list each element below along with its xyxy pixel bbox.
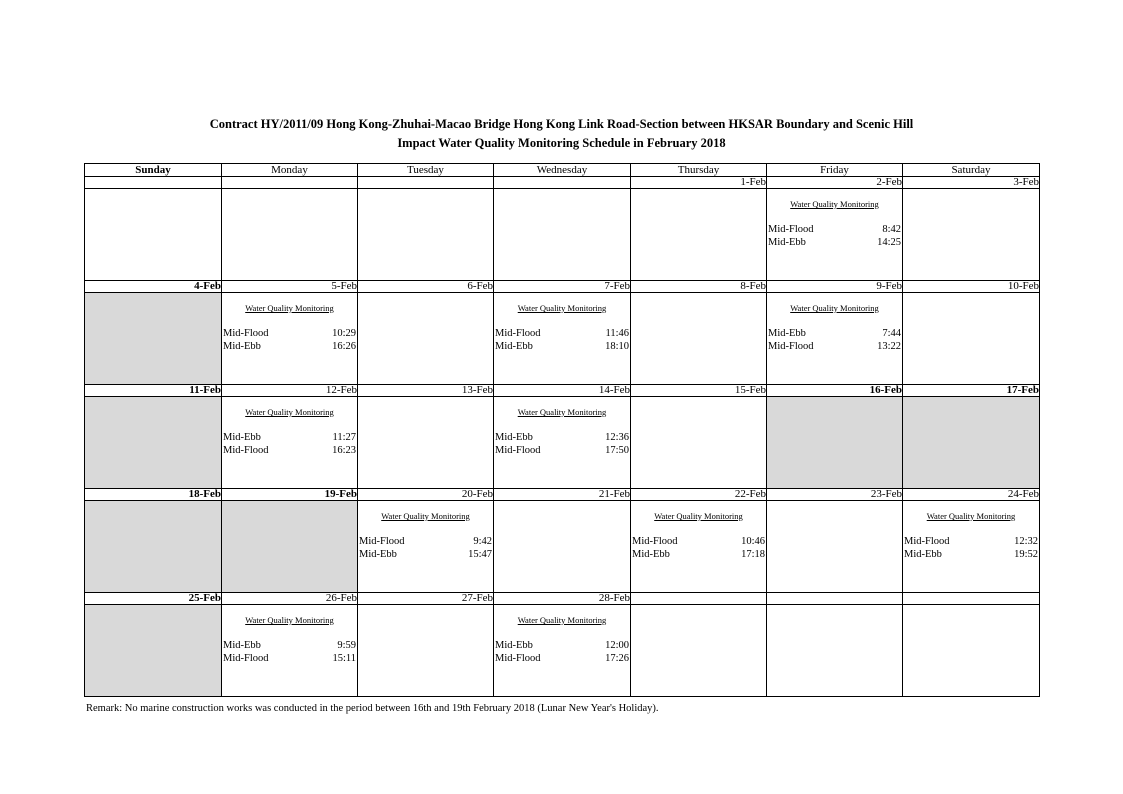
date-label: 28-Feb xyxy=(494,593,631,605)
weekday-tuesday: Tuesday xyxy=(358,164,494,177)
day-cell xyxy=(358,605,494,697)
date-label xyxy=(358,177,494,189)
date-label: 26-Feb xyxy=(222,593,358,605)
day-cell xyxy=(903,189,1040,281)
date-label: 15-Feb xyxy=(631,385,767,397)
date-label xyxy=(494,177,631,189)
day-cell xyxy=(903,605,1040,697)
day-cell xyxy=(631,189,767,281)
monitoring-heading: Water Quality Monitoring xyxy=(790,199,879,209)
date-label xyxy=(222,177,358,189)
tide-time: 16:23 xyxy=(332,445,356,456)
day-cell xyxy=(85,293,222,385)
day-cell xyxy=(494,189,631,281)
date-label: 9-Feb xyxy=(767,281,903,293)
tide-time: 15:47 xyxy=(468,549,492,560)
day-cell xyxy=(903,501,1040,593)
weekday-friday: Friday xyxy=(767,164,903,177)
date-label: 14-Feb xyxy=(494,385,631,397)
tide-entry xyxy=(223,639,356,652)
day-cell xyxy=(222,189,358,281)
monitoring-heading: Water Quality Monitoring xyxy=(245,407,334,417)
date-label xyxy=(767,593,903,605)
monitoring-heading: Water Quality Monitoring xyxy=(654,511,743,521)
monitoring-heading: Water Quality Monitoring xyxy=(381,511,470,521)
tide-label: Mid-Flood xyxy=(632,536,678,547)
week-row xyxy=(85,397,1040,489)
weekday-header-row xyxy=(85,164,1040,177)
schedule-title: Contract HY/2011/09 Hong Kong-Zhuhai-Macao Bridge Hong Kong Link Road-Section between HKSAR Boundary and Scenic Hill xyxy=(209,117,914,131)
date-label: 6-Feb xyxy=(358,281,494,293)
tide-time: 10:46 xyxy=(741,536,765,547)
day-cell xyxy=(222,501,358,593)
tide-label: Mid-Ebb xyxy=(904,549,942,560)
day-cell xyxy=(358,397,494,489)
date-label: 22-Feb xyxy=(631,489,767,501)
tide-label: Mid-Flood xyxy=(904,536,950,547)
date-label: 2-Feb xyxy=(767,177,903,189)
tide-entry xyxy=(223,431,356,444)
tide-label: Mid-Flood xyxy=(495,328,541,339)
date-label xyxy=(631,593,767,605)
monitoring-heading: Water Quality Monitoring xyxy=(926,511,1016,521)
tide-entry xyxy=(632,548,765,561)
tide-entry xyxy=(904,535,1038,548)
week-row xyxy=(85,501,1040,593)
tide-label: Mid-Ebb xyxy=(223,341,261,352)
tide-label: Mid-Ebb xyxy=(359,549,397,560)
day-cell xyxy=(85,397,222,489)
tide-label: Mid-Flood xyxy=(495,445,541,456)
tide-label: Mid-Flood xyxy=(495,653,541,664)
tide-entry xyxy=(768,340,901,353)
tide-label: Mid-Ebb xyxy=(632,549,670,560)
monitoring-heading: Water Quality Monitoring xyxy=(517,303,607,313)
date-label: 1-Feb xyxy=(631,177,767,189)
day-cell xyxy=(358,501,494,593)
day-cell xyxy=(631,397,767,489)
tide-time: 17:18 xyxy=(741,549,765,560)
day-cell xyxy=(903,397,1040,489)
monitoring-heading: Water Quality Monitoring xyxy=(517,407,607,417)
tide-label: Mid-Flood xyxy=(768,341,814,352)
day-cell xyxy=(494,605,631,697)
tide-entry xyxy=(495,327,629,340)
tide-label: Mid-Flood xyxy=(359,536,405,547)
date-label: 11-Feb xyxy=(85,385,222,397)
day-cell xyxy=(85,501,222,593)
day-cell xyxy=(358,189,494,281)
tide-label: Mid-Ebb xyxy=(768,328,806,339)
date-label: 21-Feb xyxy=(494,489,631,501)
monitoring-heading: Water Quality Monitoring xyxy=(245,615,334,625)
tide-label: Mid-Ebb xyxy=(495,341,533,352)
date-label: 8-Feb xyxy=(631,281,767,293)
day-cell xyxy=(222,293,358,385)
date-label: 24-Feb xyxy=(903,489,1040,501)
tide-time: 16:26 xyxy=(332,341,356,352)
tide-time: 10:29 xyxy=(332,328,356,339)
date-label: 25-Feb xyxy=(85,593,222,605)
tide-label: Mid-Ebb xyxy=(768,237,806,248)
tide-entry xyxy=(223,340,356,353)
tide-label: Mid-Flood xyxy=(223,328,269,339)
date-label: 12-Feb xyxy=(222,385,358,397)
day-cell xyxy=(903,293,1040,385)
date-label: 20-Feb xyxy=(358,489,494,501)
tide-label: Mid-Ebb xyxy=(223,432,261,443)
date-label: 18-Feb xyxy=(85,489,222,501)
day-cell xyxy=(494,397,631,489)
tide-label: Mid-Ebb xyxy=(495,640,533,651)
date-row xyxy=(85,593,1040,605)
tide-label: Mid-Flood xyxy=(223,653,269,664)
weekday-thursday: Thursday xyxy=(631,164,767,177)
date-label: 19-Feb xyxy=(222,489,358,501)
monitoring-calendar xyxy=(84,163,1040,697)
tide-entry xyxy=(495,340,629,353)
tide-entry xyxy=(359,535,492,548)
week-row xyxy=(85,189,1040,281)
tide-time: 19:52 xyxy=(1014,549,1038,560)
tide-entry xyxy=(768,236,901,249)
date-label: 23-Feb xyxy=(767,489,903,501)
tide-time: 9:59 xyxy=(337,640,356,651)
day-cell xyxy=(222,397,358,489)
date-label: 7-Feb xyxy=(494,281,631,293)
schedule-subtitle: Impact Water Quality Monitoring Schedule in February 2018 xyxy=(397,136,726,150)
monitoring-heading: Water Quality Monitoring xyxy=(790,303,879,313)
tide-label: Mid-Ebb xyxy=(223,640,261,651)
date-row xyxy=(85,385,1040,397)
day-cell xyxy=(767,501,903,593)
day-cell xyxy=(767,293,903,385)
tide-entry xyxy=(359,548,492,561)
holiday-remark: Remark: No marine construction works was conducted in the period between 16th and 19th February 2018 (Lunar New Year's Holiday). xyxy=(86,703,659,714)
day-cell xyxy=(358,293,494,385)
tide-time: 7:44 xyxy=(882,328,901,339)
tide-entry xyxy=(495,444,629,457)
tide-entry xyxy=(768,327,901,340)
weekday-sunday: Sunday xyxy=(85,164,222,177)
date-row xyxy=(85,281,1040,293)
day-cell xyxy=(767,605,903,697)
week-row xyxy=(85,605,1040,697)
tide-label: Mid-Flood xyxy=(223,445,269,456)
day-cell xyxy=(494,501,631,593)
date-label: 10-Feb xyxy=(903,281,1040,293)
date-label: 3-Feb xyxy=(903,177,1040,189)
day-cell xyxy=(631,605,767,697)
tide-time: 17:50 xyxy=(605,445,629,456)
tide-time: 17:26 xyxy=(605,653,629,664)
date-label: 16-Feb xyxy=(767,385,903,397)
day-cell xyxy=(85,605,222,697)
tide-entry xyxy=(495,652,629,665)
date-label xyxy=(85,177,222,189)
tide-time: 15:11 xyxy=(332,653,356,664)
weekday-monday: Monday xyxy=(222,164,358,177)
day-cell xyxy=(631,293,767,385)
tide-time: 8:42 xyxy=(882,224,901,235)
week-row xyxy=(85,293,1040,385)
tide-entry xyxy=(495,431,629,444)
date-label: 13-Feb xyxy=(358,385,494,397)
tide-time: 9:42 xyxy=(473,536,492,547)
date-row xyxy=(85,489,1040,501)
tide-entry xyxy=(768,223,901,236)
tide-label: Mid-Ebb xyxy=(495,432,533,443)
monitoring-heading: Water Quality Monitoring xyxy=(245,303,334,313)
tide-entry xyxy=(223,327,356,340)
tide-entry xyxy=(495,639,629,652)
weekday-wednesday: Wednesday xyxy=(494,164,631,177)
tide-time: 12:36 xyxy=(605,432,629,443)
monitoring-heading: Water Quality Monitoring xyxy=(517,615,607,625)
tide-label: Mid-Flood xyxy=(768,224,814,235)
day-cell xyxy=(631,501,767,593)
tide-time: 12:00 xyxy=(605,640,629,651)
calendar-body xyxy=(85,164,1040,697)
date-label xyxy=(903,593,1040,605)
date-label: 17-Feb xyxy=(903,385,1040,397)
tide-entry xyxy=(632,535,765,548)
tide-time: 12:32 xyxy=(1014,536,1038,547)
tide-entry xyxy=(904,548,1038,561)
day-cell xyxy=(85,189,222,281)
tide-entry xyxy=(223,444,356,457)
tide-entry xyxy=(223,652,356,665)
day-cell xyxy=(767,397,903,489)
date-label: 4-Feb xyxy=(85,281,222,293)
date-label: 27-Feb xyxy=(358,593,494,605)
day-cell xyxy=(222,605,358,697)
day-cell xyxy=(767,189,903,281)
tide-time: 11:46 xyxy=(605,328,629,339)
date-label: 5-Feb xyxy=(222,281,358,293)
day-cell xyxy=(494,293,631,385)
date-row xyxy=(85,177,1040,189)
tide-time: 11:27 xyxy=(332,432,356,443)
tide-time: 14:25 xyxy=(877,237,901,248)
tide-time: 18:10 xyxy=(605,341,629,352)
weekday-saturday: Saturday xyxy=(903,164,1040,177)
tide-time: 13:22 xyxy=(877,341,901,352)
